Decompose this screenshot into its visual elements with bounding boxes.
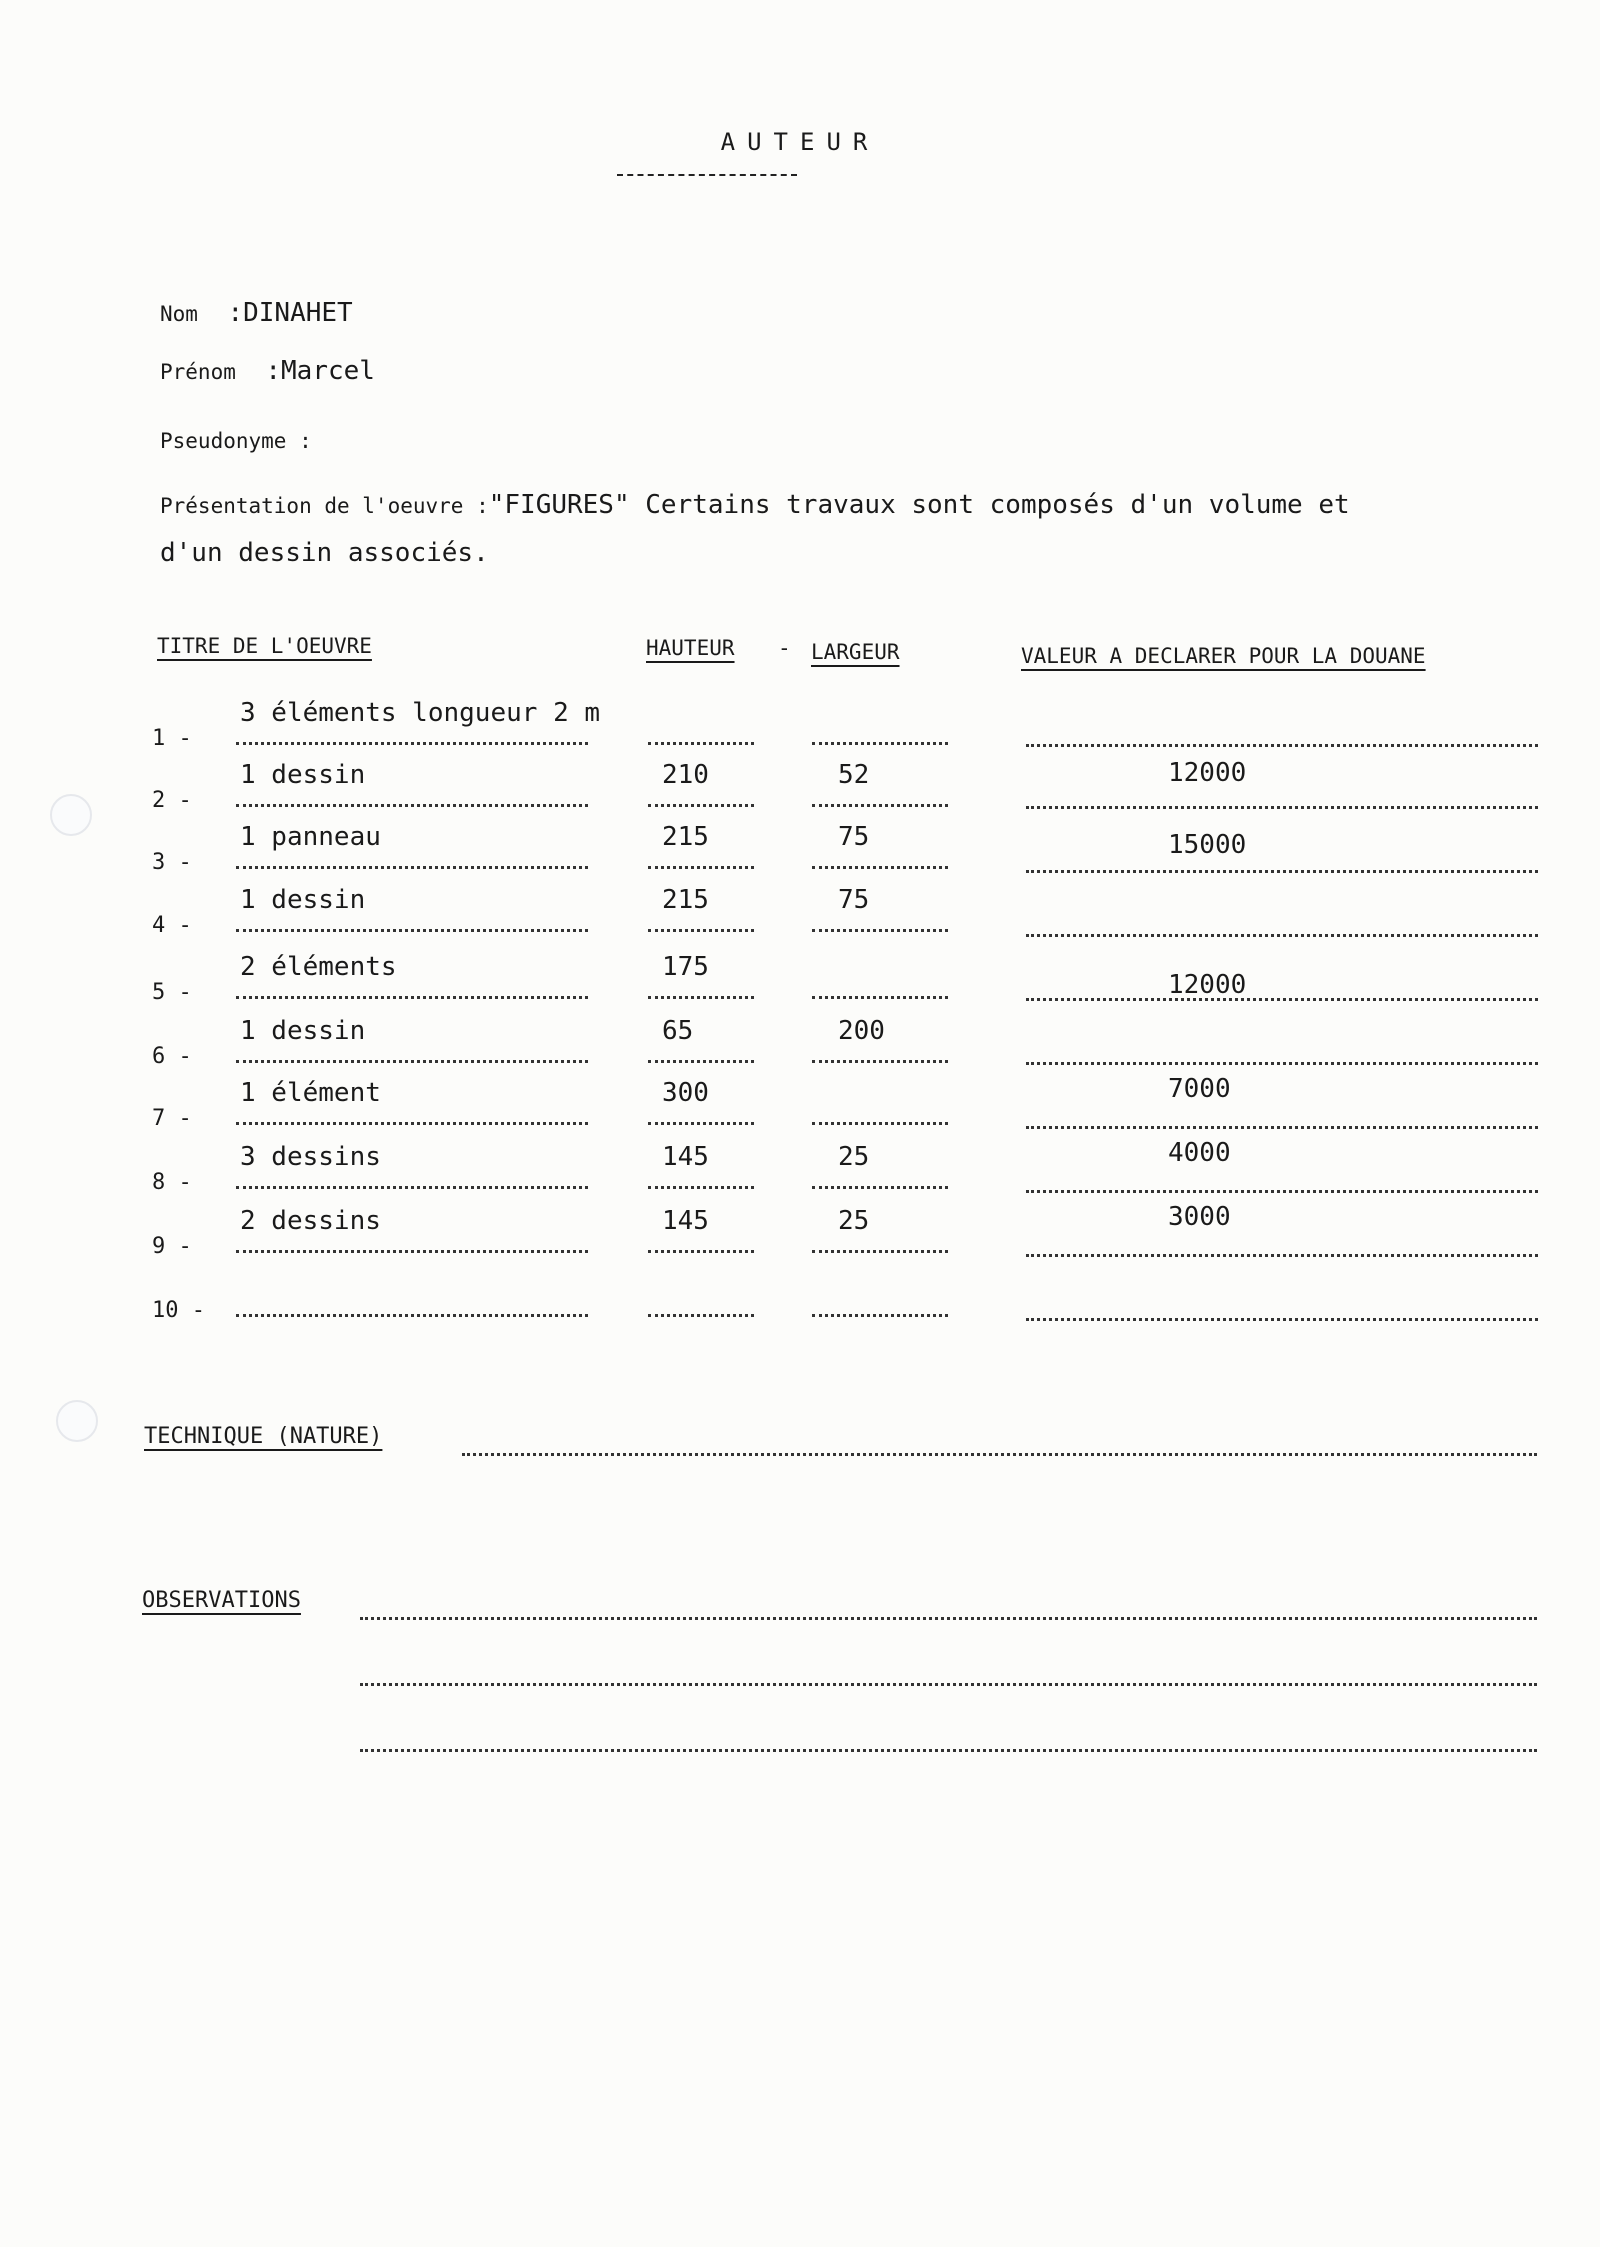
row-hauteur: 300 — [662, 1078, 709, 1108]
prenom-value: Marcel — [281, 356, 375, 386]
row-titre-dots — [236, 866, 588, 869]
row-largeur-dots — [812, 929, 948, 932]
row-titre-dots — [236, 804, 588, 807]
column-header-separator: - — [778, 636, 791, 660]
pseudonyme-label: Pseudonyme : — [160, 429, 312, 453]
row-number: 10 - — [152, 1298, 205, 1323]
row-valeur-dots — [1026, 998, 1538, 1001]
observations-line-1 — [360, 1617, 1537, 1620]
column-header-largeur: LARGEUR — [811, 640, 900, 664]
nom-label: Nom — [160, 302, 198, 326]
row-number: 8 - — [152, 1170, 192, 1195]
row-largeur: 25 — [838, 1142, 870, 1172]
row-titre-dots — [236, 1122, 588, 1125]
punch-hole-bottom — [56, 1400, 98, 1442]
row-valeur: 15000 — [1168, 830, 1247, 860]
row-valeur-dots — [1026, 1126, 1538, 1129]
row-valeur-dots — [1026, 1190, 1538, 1193]
nom-field: Nom :DINAHET — [160, 298, 353, 328]
row-hauteur-dots — [648, 996, 754, 999]
column-header-titre: TITRE DE L'OEUVRE — [157, 634, 372, 658]
row-number: 1 - — [152, 726, 192, 751]
presentation-label: Présentation de l'oeuvre : — [160, 494, 489, 518]
row-hauteur-dots — [648, 1250, 754, 1253]
technique-line — [462, 1453, 1537, 1456]
row-number: 2 - — [152, 788, 192, 813]
nom-value: DINAHET — [243, 298, 353, 328]
row-largeur-dots — [812, 742, 948, 745]
row-valeur-dots — [1026, 934, 1538, 937]
row-titre-dots — [236, 996, 588, 999]
row-number: 4 - — [152, 913, 192, 938]
row-hauteur-dots — [648, 742, 754, 745]
row-hauteur-dots — [648, 804, 754, 807]
row-titre: 1 panneau — [240, 822, 381, 852]
row-hauteur: 175 — [662, 952, 709, 982]
row-valeur-dots — [1026, 870, 1538, 873]
row-hauteur: 215 — [662, 885, 709, 915]
column-header-valeur: VALEUR A DECLARER POUR LA DOUANE — [1021, 644, 1426, 668]
row-titre-dots — [236, 1186, 588, 1189]
row-hauteur-dots — [648, 1122, 754, 1125]
row-number: 9 - — [152, 1234, 192, 1259]
row-titre-dots — [236, 1314, 588, 1317]
row-largeur: 25 — [838, 1206, 870, 1236]
row-hauteur-dots — [648, 1186, 754, 1189]
row-largeur-dots — [812, 804, 948, 807]
technique-label: TECHNIQUE (NATURE) — [144, 1424, 383, 1449]
row-largeur-dots — [812, 866, 948, 869]
row-hauteur-dots — [648, 1060, 754, 1063]
row-valeur-dots — [1026, 1318, 1538, 1321]
row-hauteur: 145 — [662, 1142, 709, 1172]
row-valeur-dots — [1026, 744, 1538, 747]
row-hauteur-dots — [648, 929, 754, 932]
row-number: 7 - — [152, 1106, 192, 1131]
row-valeur: 12000 — [1168, 758, 1247, 788]
pseudonyme-field — [160, 428, 312, 454]
row-largeur-dots — [812, 1314, 948, 1317]
row-titre: 1 dessin — [240, 1016, 366, 1046]
row-largeur: 52 — [838, 760, 870, 790]
row-titre: 3 éléments longueur 2 m — [240, 698, 601, 728]
row-titre-dots — [236, 742, 588, 745]
row-valeur: 3000 — [1168, 1202, 1231, 1232]
row-hauteur: 215 — [662, 822, 709, 852]
title-underline — [617, 174, 797, 176]
observations-line-2 — [360, 1683, 1537, 1686]
row-largeur-dots — [812, 1122, 948, 1125]
row-titre: 1 élément — [240, 1078, 381, 1108]
row-largeur: 75 — [838, 822, 870, 852]
row-valeur: 4000 — [1168, 1138, 1231, 1168]
row-largeur-dots — [812, 1250, 948, 1253]
presentation-value: "FIGURES" Certains travaux sont composés d'un volume et — [488, 490, 1350, 520]
row-valeur-dots — [1026, 1062, 1538, 1065]
row-hauteur-dots — [648, 1314, 754, 1317]
row-titre: 2 dessins — [240, 1206, 381, 1236]
row-hauteur-dots — [648, 866, 754, 869]
row-largeur-dots — [812, 1186, 948, 1189]
row-titre: 3 dessins — [240, 1142, 381, 1172]
row-titre-dots — [236, 1250, 588, 1253]
row-titre: 1 dessin — [240, 760, 366, 790]
row-titre-dots — [236, 1060, 588, 1063]
row-largeur-dots — [812, 996, 948, 999]
row-hauteur: 65 — [662, 1016, 694, 1046]
row-largeur: 75 — [838, 885, 870, 915]
prenom-label: Prénom — [160, 360, 236, 384]
presentation-field — [160, 490, 1350, 520]
prenom-field: Prénom :Marcel — [160, 356, 375, 386]
presentation-value-2: d'un dessin associés. — [160, 538, 489, 568]
presentation-field-line-2 — [160, 538, 489, 568]
observations-label: OBSERVATIONS — [142, 1588, 301, 1613]
row-valeur: 7000 — [1168, 1074, 1231, 1104]
row-valeur-dots — [1026, 806, 1538, 809]
punch-hole-top — [50, 794, 92, 836]
row-largeur: 200 — [838, 1016, 885, 1046]
page-title: AUTEUR — [720, 128, 880, 156]
row-hauteur: 145 — [662, 1206, 709, 1236]
row-number: 3 - — [152, 850, 192, 875]
row-number: 6 - — [152, 1044, 192, 1069]
column-header-hauteur: HAUTEUR — [646, 636, 735, 660]
row-titre: 2 éléments — [240, 952, 397, 982]
row-valeur-dots — [1026, 1254, 1538, 1257]
row-titre: 1 dessin — [240, 885, 366, 915]
row-valeur: 12000 — [1168, 970, 1247, 1000]
observations-line-3 — [360, 1749, 1537, 1752]
row-hauteur: 210 — [662, 760, 709, 790]
row-largeur-dots — [812, 1060, 948, 1063]
row-number: 5 - — [152, 980, 192, 1005]
row-titre-dots — [236, 929, 588, 932]
